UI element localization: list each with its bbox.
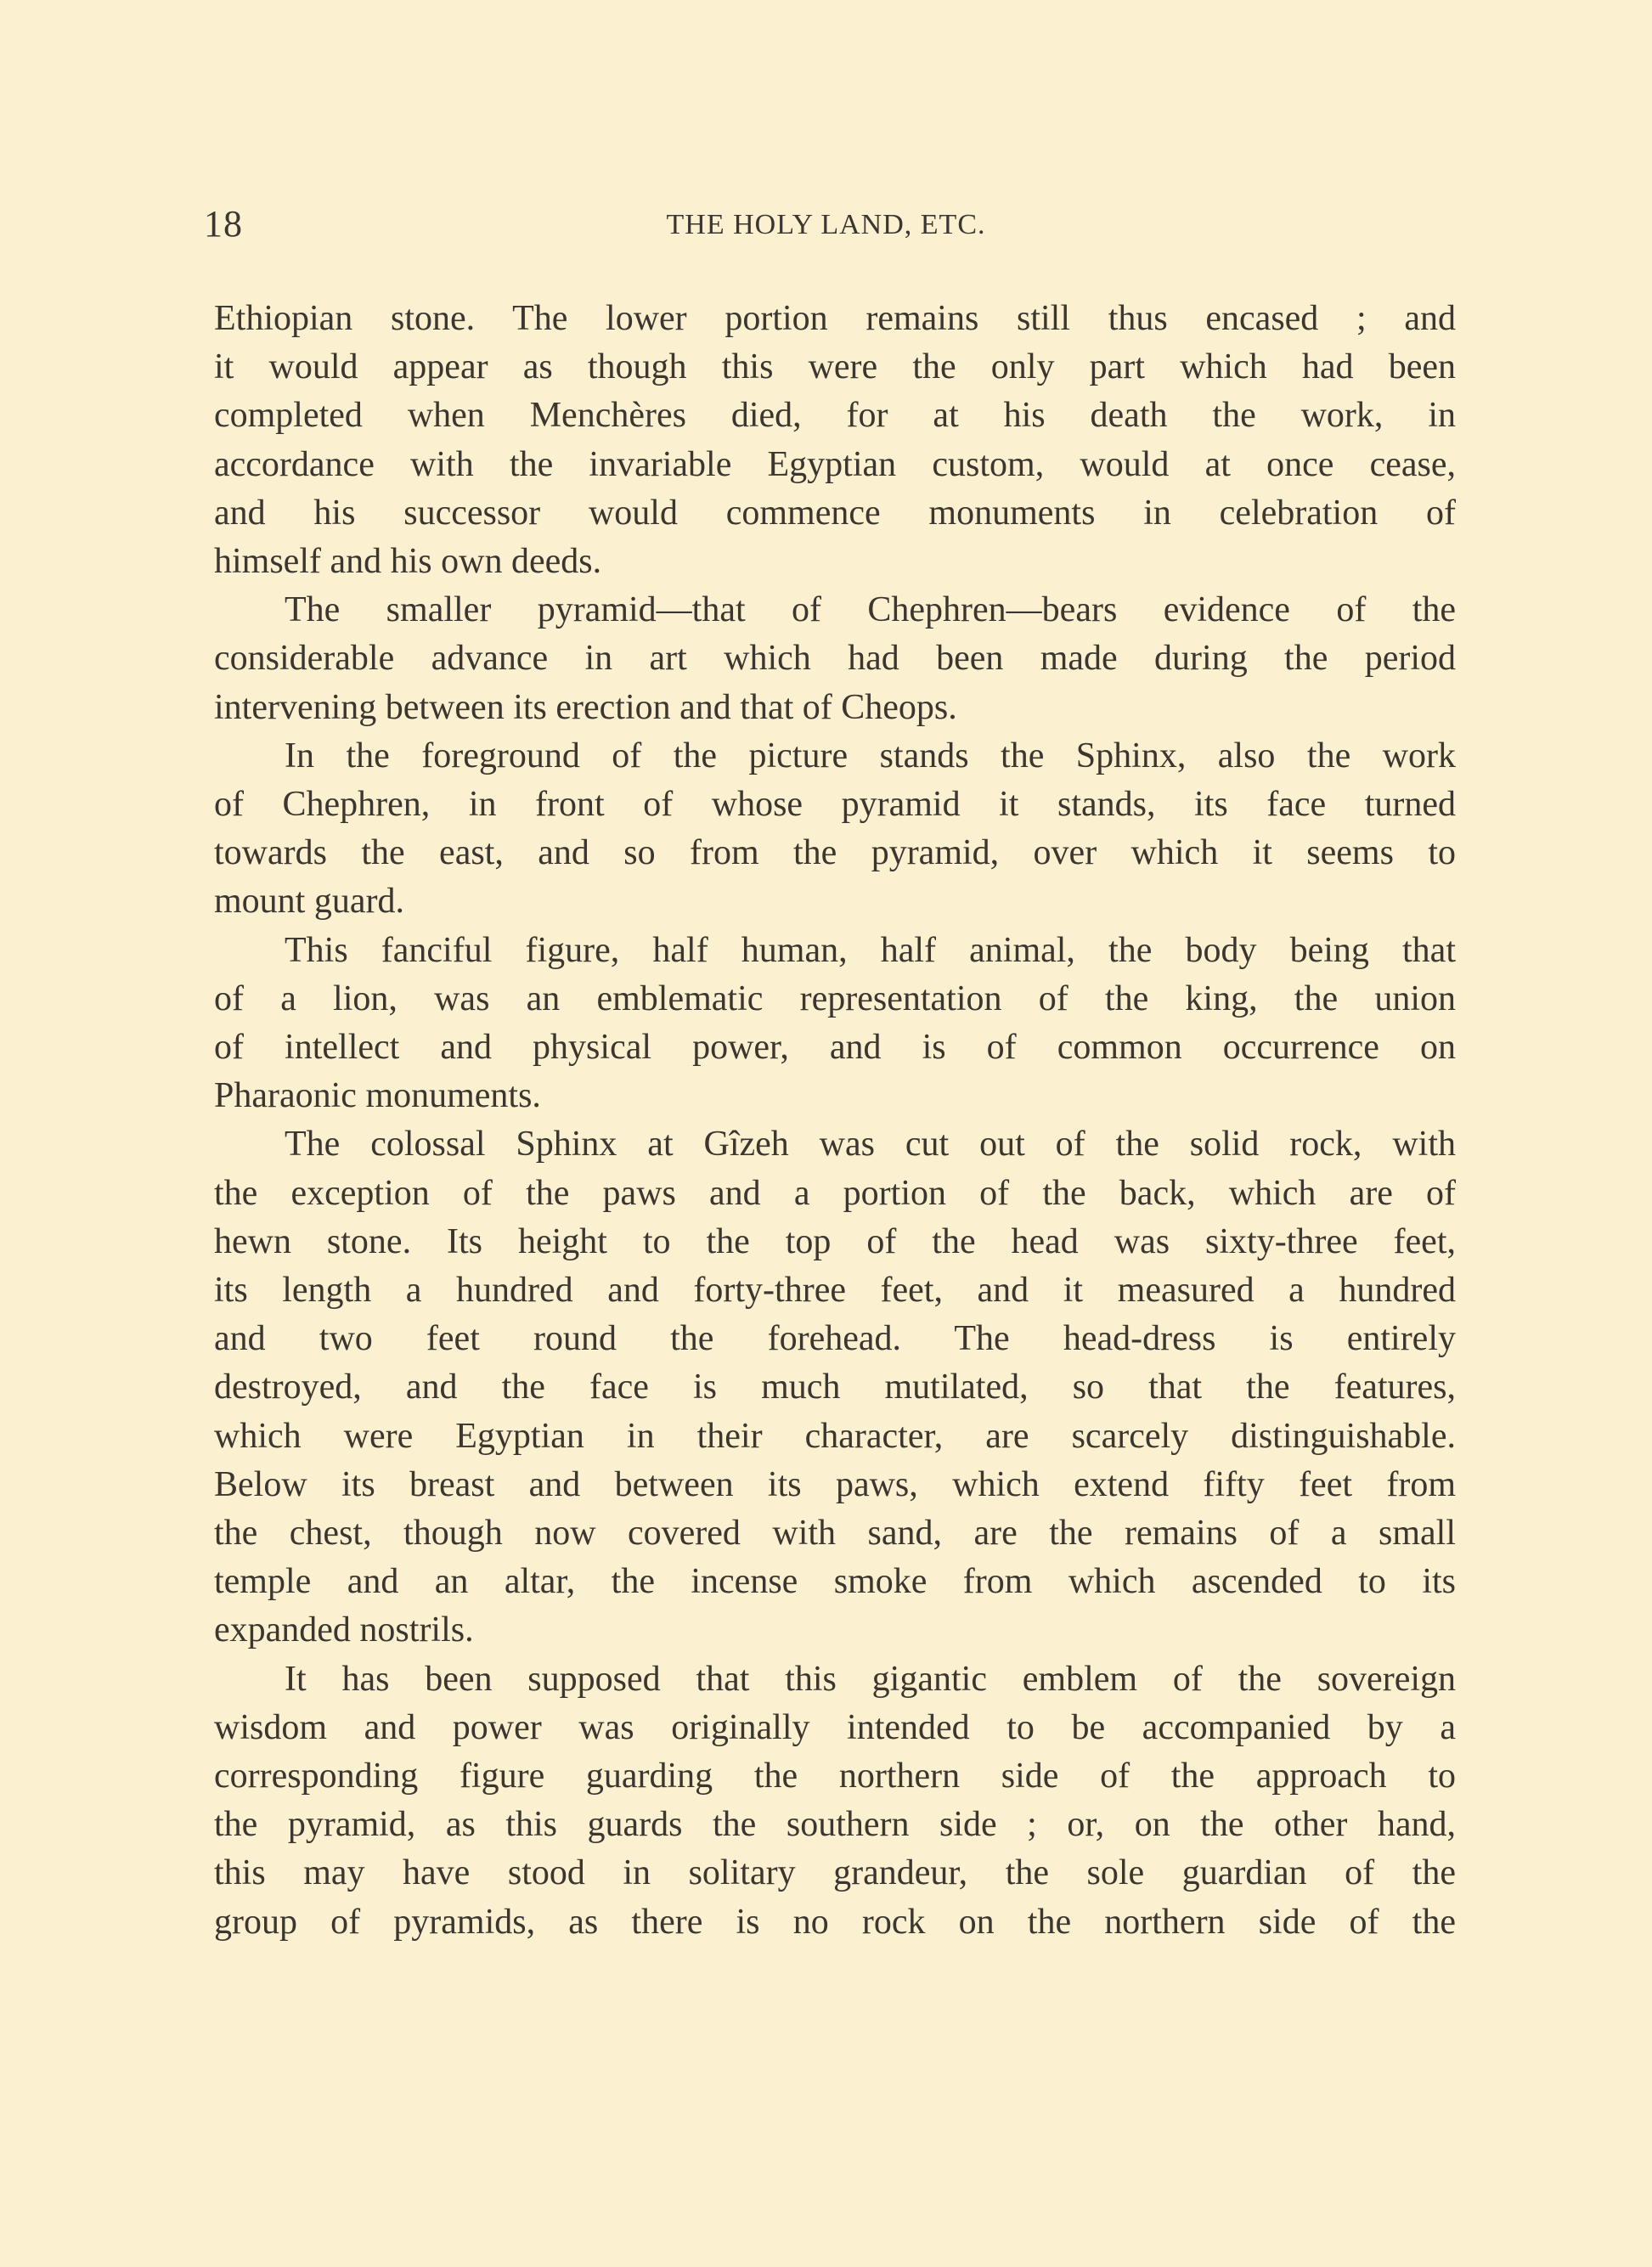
text-line: corresponding figure guarding the northern side of the approach to — [214, 1757, 1456, 1796]
running-title: THE HOLY LAND, ETC. — [666, 209, 986, 240]
text-line: towards the east, and so from the pyramid, over which it seems to — [214, 833, 1456, 873]
text-line: it would appear as though this were the only part which had been — [214, 347, 1456, 387]
text-line: expanded nostrils. — [214, 1610, 474, 1650]
text-line: wisdom and power was originally intended to be accompanied by a — [214, 1707, 1456, 1747]
text-line: which were Egyptian in their character, are scarcely distinguishable. — [214, 1416, 1456, 1456]
text-line: considerable advance in art which had been made during the period — [214, 639, 1456, 679]
text-line: accordance with the invariable Egyptian custom, would at once cease, — [214, 444, 1456, 484]
page-number: 18 — [204, 203, 243, 245]
text-line: The smaller pyramid—that of Chephren—bears evidence of the — [285, 590, 1456, 630]
text-line: completed when Menchères died, for at his death the work, in — [214, 396, 1456, 436]
text-line: destroyed, and the face is much mutilated, so that the features, — [214, 1368, 1456, 1407]
text-line: intervening between its erection and that of Cheops. — [214, 687, 957, 727]
text-line: hewn stone. Its height to the top of the head was sixty-three feet, — [214, 1221, 1456, 1261]
text-line: of intellect and physical power, and is of common occurrence on — [214, 1028, 1456, 1067]
text-line: the chest, though now covered with sand, are the remains of a small — [214, 1514, 1456, 1553]
text-line: group of pyramids, as there is no rock on the northern side of the — [214, 1902, 1456, 1942]
text-line: and his successor would commence monuments in celebration of — [214, 493, 1456, 533]
text-line: Pharaonic monuments. — [214, 1076, 541, 1116]
text-line: temple and an altar, the incense smoke from which ascended to its — [214, 1562, 1456, 1602]
text-line: this may have stood in solitary grandeur, the sole guardian of the — [214, 1853, 1456, 1893]
text-line: and two feet round the forehead. The head-dress is entirely — [214, 1319, 1456, 1359]
text-line: its length a hundred and forty-three feet, and it measured a hundred — [214, 1271, 1456, 1310]
text-line: The colossal Sphinx at Gîzeh was cut out of the solid rock, with — [285, 1125, 1456, 1165]
text-line: the pyramid, as this guards the southern side ; or, on the other hand, — [214, 1805, 1456, 1845]
text-line: the exception of the paws and a portion of the back, which are of — [214, 1173, 1456, 1213]
text-line: himself and his own deeds. — [214, 542, 602, 581]
text-line: This fanciful figure, half human, half animal, the body being that — [285, 930, 1456, 970]
text-line: In the foreground of the picture stands the Sphinx, also the work — [285, 736, 1456, 775]
text-line: of Chephren, in front of whose pyramid it stands, its face turned — [214, 785, 1456, 824]
text-line: Below its breast and between its paws, which extend fifty feet from — [214, 1464, 1456, 1504]
text-line: of a lion, was an emblematic representation of the king, the union — [214, 978, 1456, 1018]
text-line: mount guard. — [214, 882, 404, 922]
text-line: It has been supposed that this gigantic emblem of the sovereign — [285, 1659, 1456, 1699]
text-line: Ethiopian stone. The lower portion remains still thus encased ; and — [214, 299, 1456, 338]
